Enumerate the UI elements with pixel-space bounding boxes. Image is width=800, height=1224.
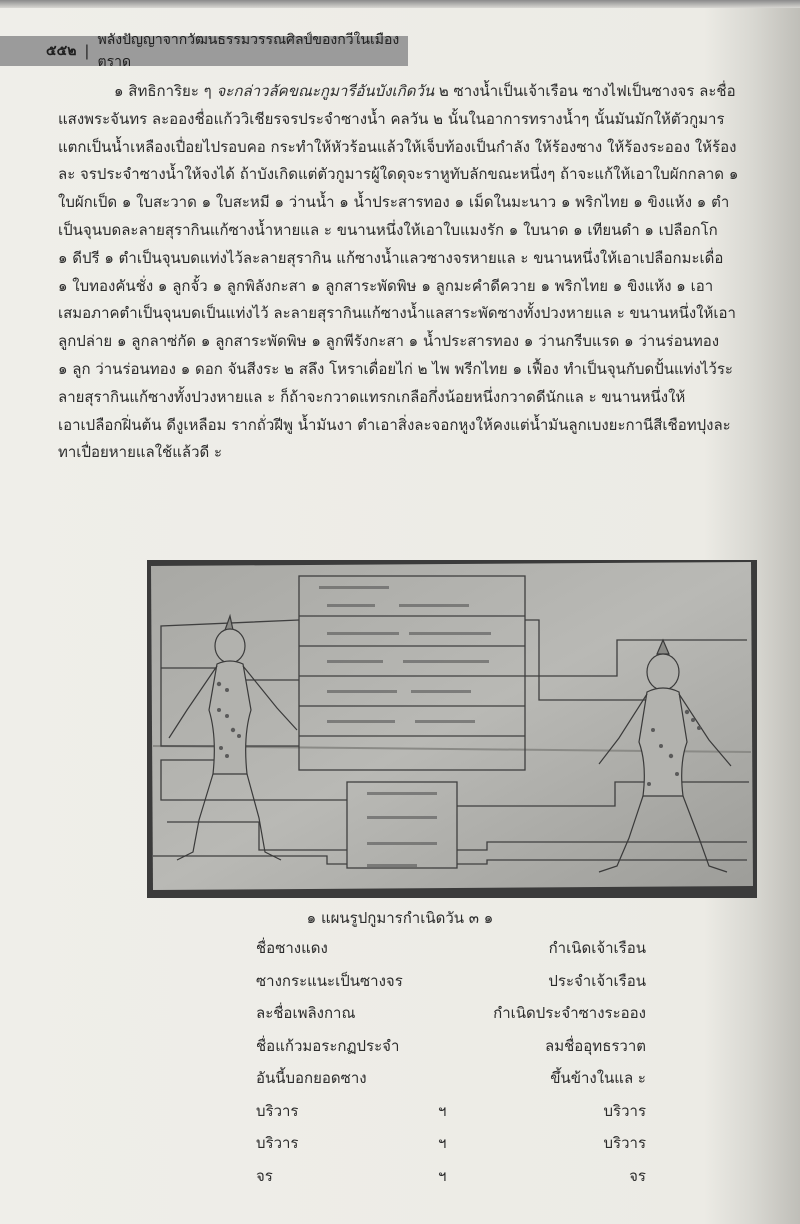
figure-caption: ๑ แผนรูปกูมารกำเนิดวัน ๓ ๑ [306, 909, 494, 927]
manuscript-illustration [147, 560, 757, 898]
paragraph-line: ๑ ใบทองคันชั่ง ๑ ลูกจั้ว ๑ ลูกพิลังกะสา ๑ ลูกสาระพัดพิษ ๑ ลูกมะคำดีควาย ๑ พริกไทย ๑ ขิงแห้ง ๑ เอา [58, 276, 714, 295]
page-number: ๕๕๒ [46, 43, 77, 59]
table-cell-left: บริวาร [256, 1134, 299, 1152]
table-cell-right: ลมชื่ออุทธรวาต [545, 1036, 646, 1055]
paragraph-line: ๑ ลูก ว่านร่อนทอง ๑ ดอก จันสีงระ ๒ สลึง โหราเดื่อยไก่ ๒ ไพ พรีกไทย ๑ เฟื้อง ทำเป็นจุนกับดปั้นแท่งไว้ระ [58, 359, 733, 378]
manuscript-photo [147, 560, 757, 898]
table-cell-left: บริวาร [256, 1101, 299, 1120]
table-row [256, 1160, 646, 1193]
table-cell-right: จร [629, 1166, 646, 1185]
table-cell-right: กำเนิดประจำซางระออง [493, 1004, 646, 1022]
paragraph-line: ละ จรประจำซางน้ำให้จงได้ ถ้าบังเกิดแต่ตัวกูมารผู้ใดดุจะราหูทับลักขณะหนึ่งๆ ถ้าจะแก้ให้เอาใบผักกลาด ๑ [58, 165, 739, 184]
table-cell-mid: ฯ [438, 1101, 447, 1120]
table-row [256, 932, 646, 965]
table-row [256, 965, 646, 998]
paragraph-lead: ๑ สิทธิการิยะ ๆ [114, 82, 212, 100]
paragraph-line: เอาเปลือกฝิ่นต้น ดีงูเหลือม รากถั่วฝีพู น้ำมันงา ตำเอาสิ่งละจอกหูงให้คงแต่น้ำมันลูกเบงยะกานีสีเชือทปุงละ [58, 415, 731, 434]
table-cell-left: ละชื่อเพลิงกาณ [256, 1004, 356, 1022]
table-row [256, 1030, 646, 1063]
table-cell-left: ซางกระแนะเป็นซางจร [256, 971, 403, 990]
table-cell-right: กำเนิดเจ้าเรือน [548, 939, 646, 957]
paragraph-line: เป็นจุนบดละลายสุรากินแก้ซางน้ำหายแล ะ ขนานหนึ่งให้เอาใบแมงรัก ๑ ใบนาด ๑ เทียนดำ ๑ เปลือกโก [58, 220, 718, 239]
table-row [256, 1127, 646, 1160]
table-row [256, 1095, 646, 1128]
paragraph-line: ทาเปื่อยหายแลใช้แล้วดี ะ [58, 443, 223, 462]
running-header [0, 32, 408, 70]
table-cell-left: ชื่อแก้วมอระกฏประจำ [256, 1036, 400, 1055]
table-cell-right: ขึ้นข้างในแล ะ [550, 1069, 646, 1087]
table-cell-mid: ฯ [438, 1134, 447, 1152]
paragraph-line: ๑ ดีปรี ๑ ตำเป็นจุนบดแท่งไว้ละลายสุรากิน แก้ซางน้ำแลวซางจรหายแล ะ ขนานหนึ่งให้เอาเปลือกมะเดื่อ [58, 248, 724, 267]
paragraph-first-line-rest: ๒ ซางน้ำเป็นเจ้าเรือน ซางไฟเป็นซางจร ละชื่อ [438, 82, 736, 100]
table-cell-right: บริวาร [603, 1134, 646, 1152]
table-cell-mid: ฯ [438, 1166, 447, 1185]
table-row [256, 997, 646, 1030]
table-cell-right: ประจำเจ้าเรือน [548, 971, 646, 990]
header-separator: | [84, 42, 90, 60]
paragraph-line: แตกเป็นน้ำเหลืองเปื่อยไปรอบคอ กระทำให้หัวร้อนแล้วให้เจ็บท้องเป็นกำลัง ให้ร้องซาง ให้ร้องระออง ให้ร้อง [58, 137, 737, 156]
table-cell-left: จร [256, 1166, 273, 1185]
paragraph-line: ลายสุรากินแก้ซางทั้งปวงหายแล ะ ก็ถ้าจะกวาดแทรกเกลือกึ่งน้อยหนึ่งกวาดดีนักแล ะ ขนานหนึ่งให้ [58, 387, 686, 406]
paragraph-line: เสมอภาคตำเป็นจุนบดเป็นแท่งไว้ ละลายสุรากินแก้ซางน้ำแลสาระพัดซางทั้งปวงหายแล ะ ขนานหนึ่งให้เอา [58, 304, 736, 323]
transcription-table [256, 932, 646, 1192]
page-top-edge [0, 0, 800, 8]
italic-phrase: จะกล่าวลัคขณะกูมารีอันบังเกิดวัน [216, 82, 435, 100]
table-cell-left: อันนี้บอกยอดซาง [256, 1069, 367, 1087]
table-cell-right: บริวาร [603, 1101, 646, 1120]
paragraph-line: แสงพระจันทร ละอองชื่อแก้ววิเชียรจรประจำซางน้ำ คลวัน ๒ นั้นในอาการทรางน้ำๆ นั้นมันมักให้ตัวกูมาร [58, 109, 725, 128]
body-paragraph [58, 78, 798, 467]
table-row [256, 1062, 646, 1095]
paragraph-line: ใบผักเป็ด ๑ ใบสะวาด ๑ ใบสะหมี ๑ ว่านน้ำ ๑ น้ำประสารทอง ๑ เม็ดในมะนาว ๑ พริกไทย ๑ ขิงแห้ง ๑ ตำ [58, 193, 730, 212]
paragraph-line: ลูกปล่าย ๑ ลูกลาซ่กัด ๑ ลูกสาระพัดพิษ ๑ ลูกพีรังกะสา ๑ น้ำประสารทอง ๑ ว่านกรีบแรด ๑ ว่านร่อนทอง [58, 332, 720, 351]
table-cell-left: ชื่อซางแดง [256, 939, 328, 957]
paragraph-first-line [58, 78, 798, 106]
book-title: พลังปัญญาจากวัฒนธรรมวรรณศิลป์ของกวีในเมืองตราด [97, 32, 400, 70]
